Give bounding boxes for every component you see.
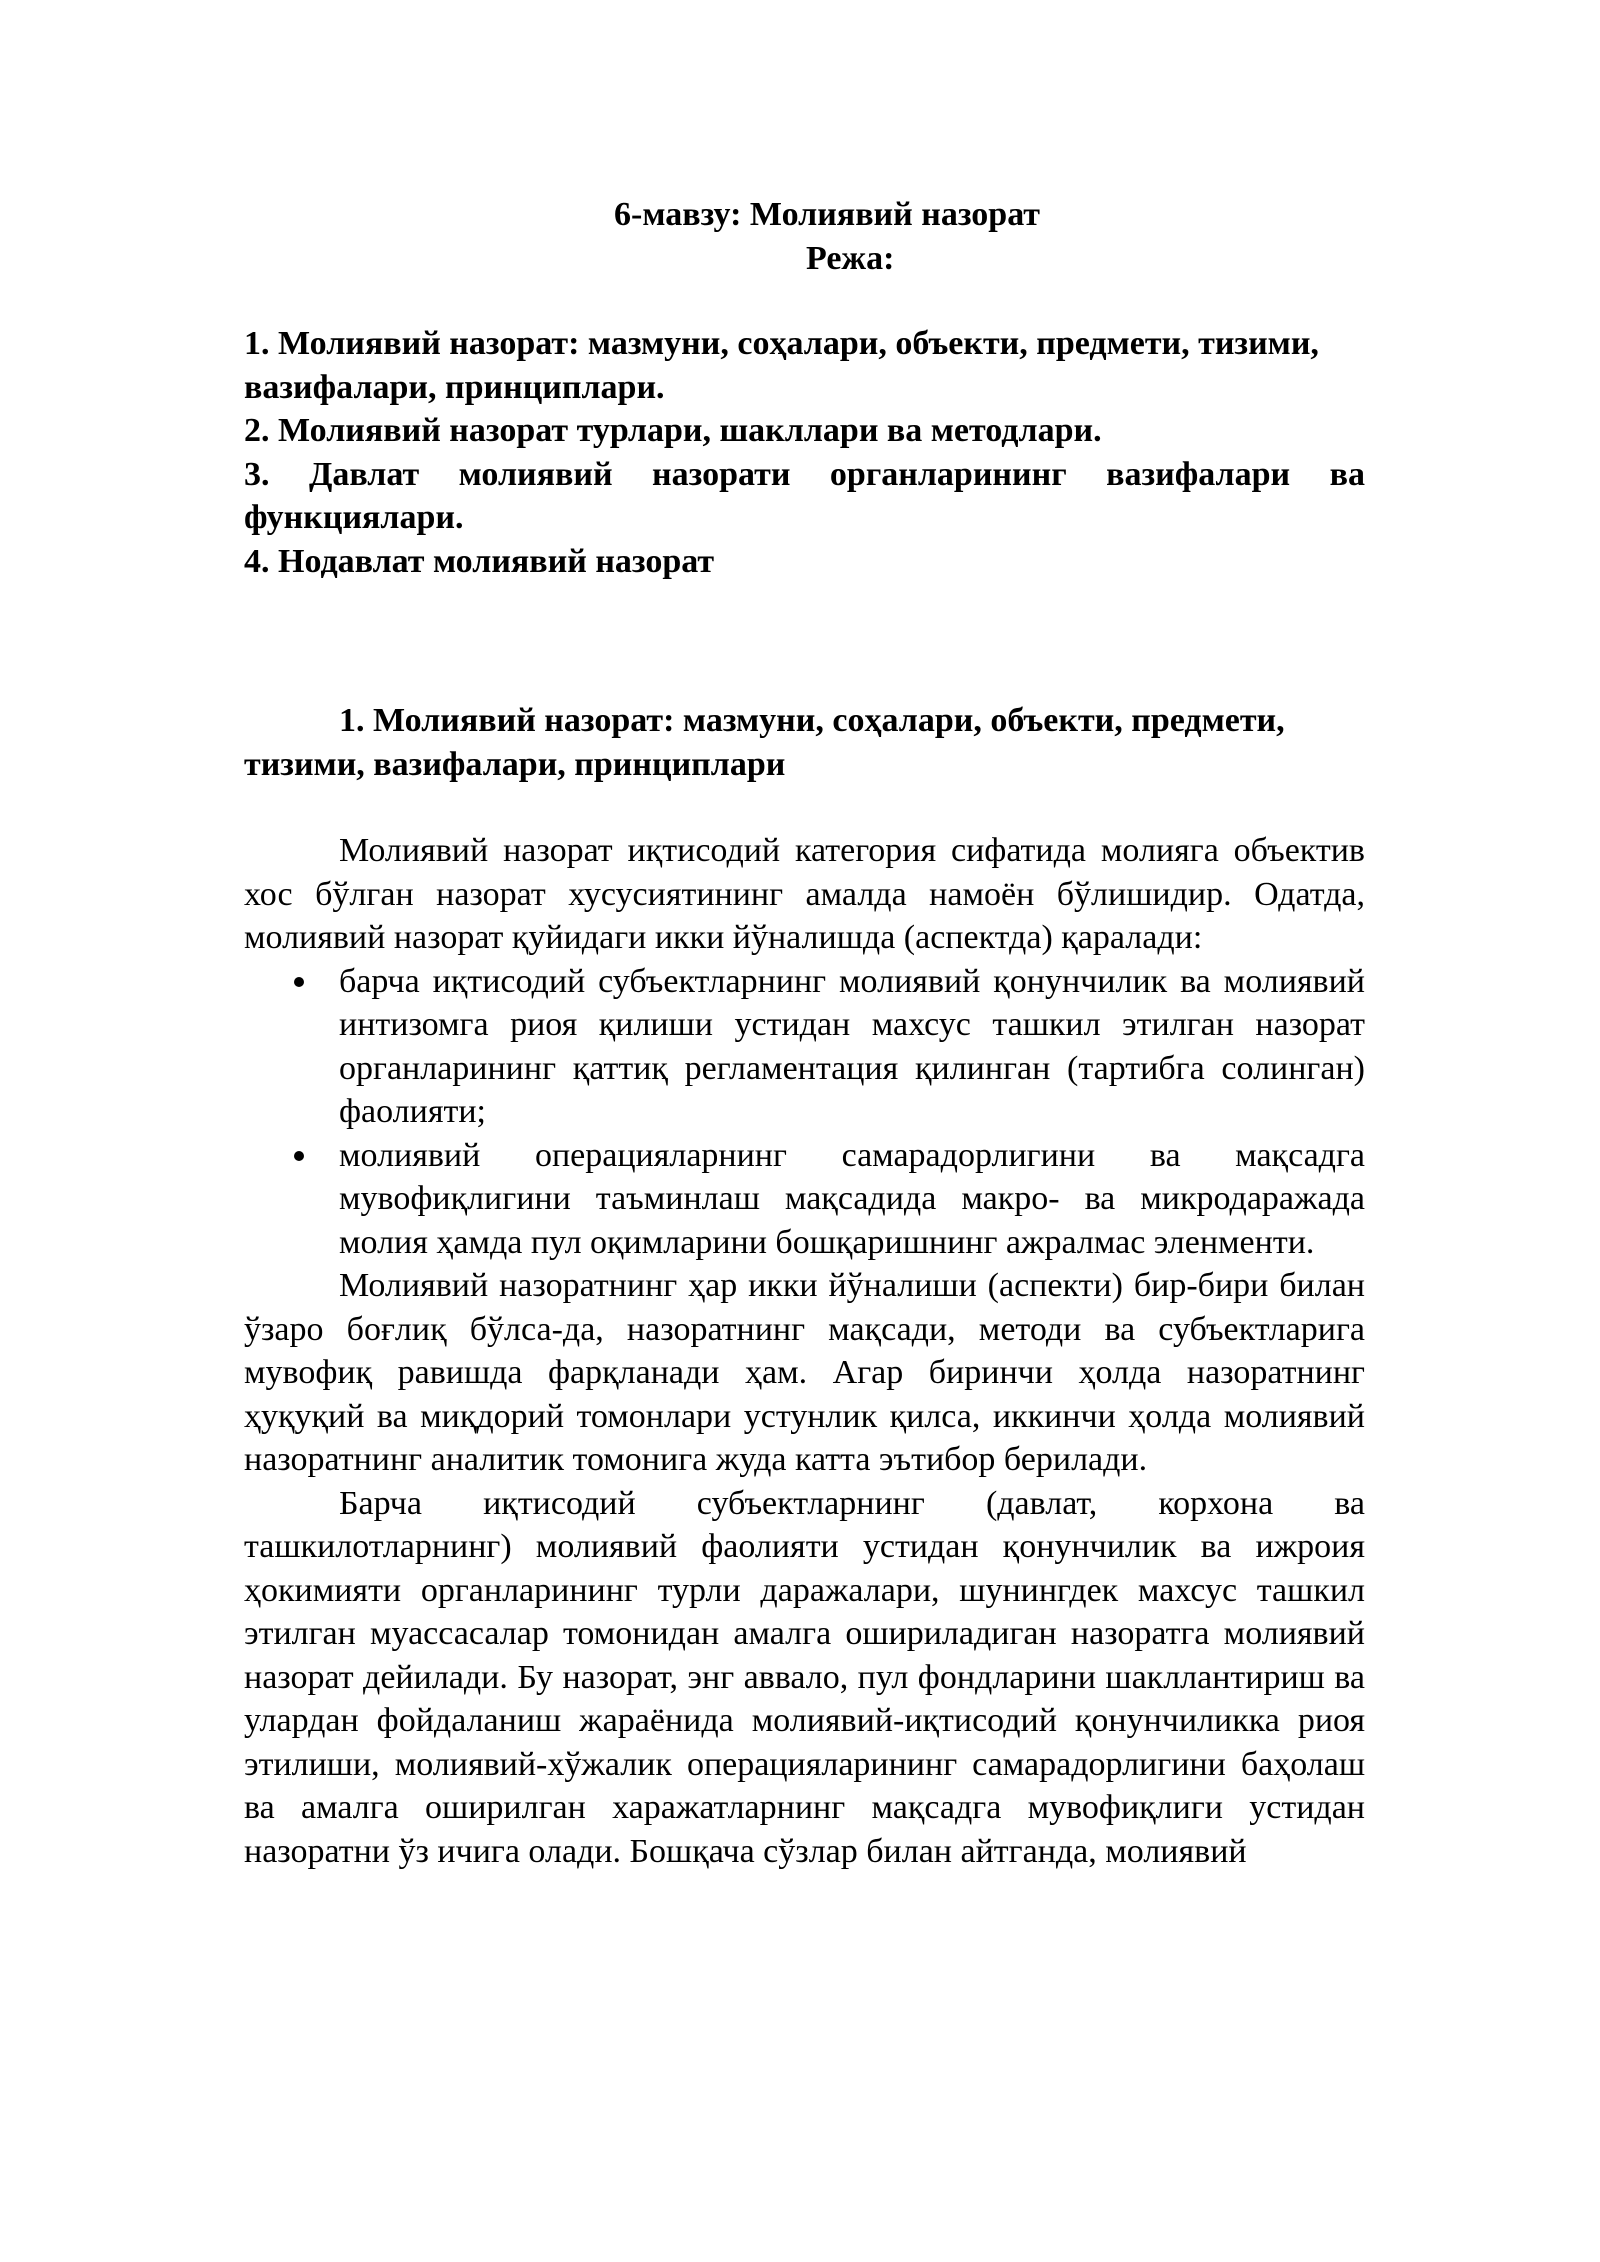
document-content <box>244 193 1365 1873</box>
plan-item-4: 4. Нодавлат молиявий назорат <box>244 542 715 580</box>
bullet-dot-icon <box>294 977 304 987</box>
plan-item-1: 1. Молиявий назорат: мазмуни, соҳалари, объекти, предмети, тизими, вазифалари, принциплари. <box>244 325 1319 406</box>
section-heading: 1. Молиявий назорат: мазмуни, соҳалари, объекти, предмети, тизими, вазифалари, принциплари <box>244 702 1285 783</box>
plan-heading: Режа: <box>806 239 895 277</box>
bullet-item-text: молиявий операцияларнинг самарадорлигини ва мақсадга мувофиқлигини таъминлаш мақсадида макро- ва микродаражада молия ҳамда пул оқимларини бошқаришнинг ажралмас эленменти. <box>339 1136 1365 1261</box>
bullet-item-2 <box>244 1134 1365 1265</box>
plan-item-3: 3. Давлат молиявий назорати органларининг вазифалари ва функциялари. <box>244 455 1365 536</box>
bullet-item-text: барча иқтисодий субъектларнинг молиявий қонунчилик ва молиявий интизомга риоя қилиши устидан махсус ташкил этилган назорат органларининг қаттиқ регламентация қилинган (тартибга солинган) фаолияти; <box>339 962 1365 1130</box>
bullet-list <box>244 960 1365 1265</box>
plan-item-2: 2. Молиявий назорат турлари, шакллари ва методлари. <box>244 412 1102 449</box>
plan-list <box>244 322 1365 583</box>
paragraph-1: Молиявий назорат иқтисодий категория сифатида молияга объектив хос бўлган назорат хусусиятининг амалда намоён бўлишидир. Одатда, молиявий назорат қуйидаги икки йўналишда (аспектда) қаралади: <box>244 832 1365 956</box>
bullet-item-1 <box>244 960 1365 1134</box>
document-title: 6-мавзу: Молиявий назорат <box>614 196 1041 233</box>
bullet-dot-icon <box>294 1151 304 1161</box>
paragraph-2: Молиявий назоратнинг ҳар икки йўналиши (аспекти) бир-бири билан ўзаро боғлиқ бўлса-да, назоратнинг мақсади, методи ва субъектларига мувофиқ равишда фарқланади ҳам. Агар биринчи ҳолда назоратнинг ҳуқуқий ва миқдорий томонлари устунлик қилса, иккинчи ҳолда молиявий назоратнинг аналитик томонига жуда катта эътибор берилади. <box>244 1267 1365 1478</box>
paragraph-3: Барча иқтисодий субъектларнинг (давлат, корхона ва ташкилотларнинг) молиявий фаолияти устидан қонунчилик ва ижроия ҳокимияти органларининг турли даражалари, шунингдек махсус ташкил этилган муассасалар томонидан амалга ошириладиган назоратга молиявий назорат дейилади. Бу назорат, энг аввало, пул фондларини шакллантириш ва улардан фойдаланиш жараёнида молиявий-иқтисодий қонунчиликка риоя этилиши, молиявий-хўжалик операцияларининг самарадорлигини баҳолаш ва амалга оширилган харажатларнинг мақсадга мувофиқлиги устидан назоратни ўз ичига олади. Бошқача сўзлар билан айтганда, молиявий <box>244 1484 1365 1870</box>
